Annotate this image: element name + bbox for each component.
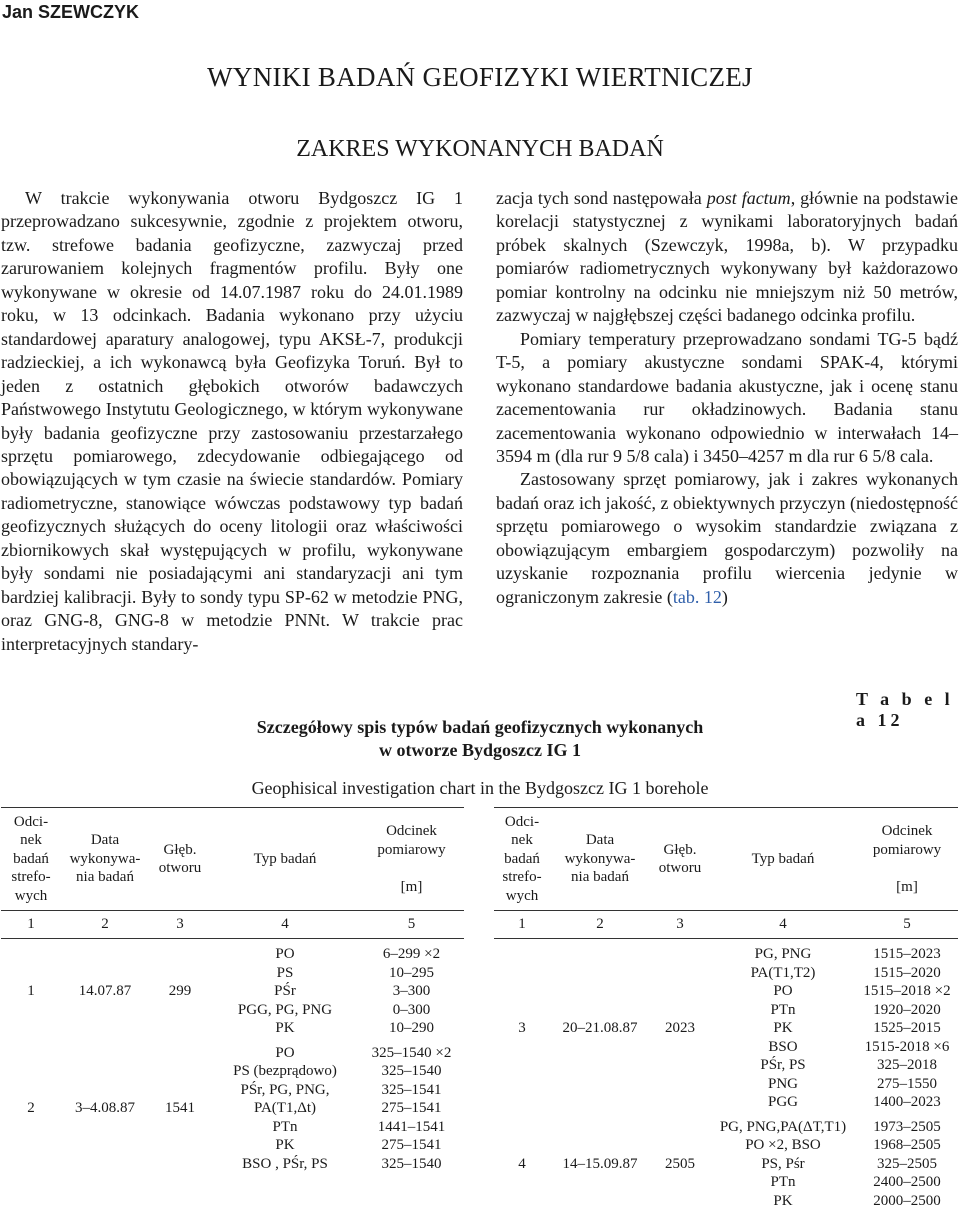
column-number: 5: [856, 911, 958, 939]
table-header-row: [494, 808, 958, 911]
cell-typy: PG, PNG PA(T1,T2) PO PTn PK BSO PŚr, PS PNG PGG: [710, 939, 856, 1112]
cell-data: 14.07.87: [61, 939, 149, 1038]
cell-data: 14–15.09.87: [550, 1112, 650, 1210]
cell-odcinek: 1: [1, 939, 61, 1038]
header-cell: Odcinek pomiarowy [m]: [359, 808, 464, 911]
column-number-row: [1, 911, 464, 939]
header-cell: Typ badań: [710, 808, 856, 911]
cell-odcinki: 1515–2023 1515–2020 1515–2018 ×2 1920–2020 1525–2015 1515-2018 ×6 325–2018 275–1550 1400–2023: [856, 939, 958, 1112]
paragraph: Pomiary temperatury przeprowadzano sondami TG-5 bądź T-5, a pomiary akustyczne sondami SPAK-4, którymi wykonano standardowe badania akustyczne, jak i ocenę stanu zacementowania rur okładzinowych. Badania stanu zacementowania wykonano odpowiednio w interwałach 14–3594 m (dla rur 9 5/8 cala) i 3450–4257 m dla rur 6 5/8 cala.: [496, 328, 958, 469]
survey-table-left: [1, 807, 464, 1173]
paragraph-text: Zastosowany sprzęt pomiarowy, jak i zakres wykonanych badań oraz ich jakość, z obiektywnych przyczyn (niedostępność sprzętu pomiarowego o wysokim standardzie związana z obowiązującym embargiem gospodarczym) pozwoliły na uzyskanie rozpoznania profilu wiercenia jedynie w ograniczonym zakresie (: [496, 469, 958, 606]
paragraph: W trakcie wykonywania otworu Bydgoszcz IG 1 przeprowadzano sukcesywnie, zgodnie z projektem otworu, tzw. strefowe badania geofizyczne, zazwyczaj przed zarurowaniem kolejnych fragmentów profilu. Były one wykonywane w okresie od 14.07.1987 roku do 24.01.1989 roku, w 13 odcinkach. Badania wykonano przy użyciu standardowej aparatury analogowej, typu AKSŁ-7, produkcji radzieckiej, a ich wykonawcą była Geofizyka Toruń. Był to jeden z ostatnich głębokich otworów badawczych Państwowego Instytutu Geologicznego, w którym wykonywane były badania geofizyczne przy zastosowaniu przestarzałego sprzętu pomiarowego, zdecydowanie odbiegającego od obowiązujących w tym czasie na świecie standardów. Pomiary radiometryczne, stanowiące wówczas podstawowy typ badań geofizycznych służących do oceny litologii oraz właściwości zbiornikowych skał występujących w profilu, wykonywane były sondami nie posiadającymi ani standaryzacji ani tym bardziej kalibracji. Były to sondy typu SP-62 w metodzie PNG, oraz GNG-8, GNG-8 w metodzie PNNt. W trakcie prac interpretacyjnych standary-: [1, 187, 463, 656]
cell-odcinki: 6–299 ×2 10–295 3–300 0–300 10–290: [359, 939, 464, 1038]
header-cell: Głęb. otworu: [650, 808, 710, 911]
table-row: [1, 1038, 464, 1174]
cell-odcinki: 325–1540 ×2 325–1540 325–1541 275–1541 1441–1541 275–1541 325–1540: [359, 1038, 464, 1174]
table-subtitle: Geophisical investigation chart in the Bydgoszcz IG 1 borehole: [180, 778, 780, 799]
column-number: 3: [149, 911, 211, 939]
column-number: 1: [1, 911, 61, 939]
paragraph-text: , głównie na podstawie korelacji statystycznej z wynikami laboratoryjnych badań próbek skalnych (Szewczyk, 1998a, b). W przypadku pomiarów radiometrycznych wykonywany był każdorazowo pomiar kontrolny na odcinku nie mniejszym niż 50 metrów, zazwyczaj w najgłębszej części badanego odcinka profilu.: [496, 188, 958, 325]
cell-typy: PG, PNG,PA(ΔT,T1) PO ×2, BSO PS, Pśr PTn PK: [710, 1112, 856, 1210]
table-caption-line: Szczegółowy spis typów badań geofizycznych wykonanych: [180, 716, 780, 739]
right-column: [496, 187, 958, 609]
table-reference-link[interactable]: tab. 12: [673, 587, 722, 607]
cell-odcinek: 3: [494, 939, 550, 1112]
survey-table-right: [494, 807, 958, 1210]
paragraph: [496, 187, 958, 328]
cell-typy: PO PS PŚr PGG, PG, PNG PK: [211, 939, 359, 1038]
cell-odcinek: 2: [1, 1038, 61, 1174]
table-number: T a b e l a 12: [856, 689, 960, 731]
column-number: 2: [61, 911, 149, 939]
cell-glebokosc: 2023: [650, 939, 710, 1112]
author-name: Jan SZEWCZYK: [2, 2, 139, 23]
cell-glebokosc: 2505: [650, 1112, 710, 1210]
header-cell: Głęb. otworu: [149, 808, 211, 911]
cell-data: 3–4.08.87: [61, 1038, 149, 1174]
column-number: 4: [211, 911, 359, 939]
column-number: 3: [650, 911, 710, 939]
column-number: 1: [494, 911, 550, 939]
header-cell: Odci- nek badań strefo- wych: [494, 808, 550, 911]
cell-typy: PO PS (bezprądowo) PŚr, PG, PNG, PA(T1,Δt) PTn PK BSO , PŚr, PS: [211, 1038, 359, 1174]
table-row: [494, 1112, 958, 1210]
paragraph: [496, 468, 958, 609]
emphasis-text: post factum: [707, 188, 791, 208]
table-caption-line: w otworze Bydgoszcz IG 1: [180, 739, 780, 762]
column-number: 5: [359, 911, 464, 939]
section-title: ZAKRES WYKONANYCH BADAŃ: [0, 136, 960, 163]
chapter-title: WYNIKI BADAŃ GEOFIZYKI WIERTNICZEJ: [0, 62, 960, 93]
column-number: 4: [710, 911, 856, 939]
cell-glebokosc: 299: [149, 939, 211, 1038]
header-cell: Typ badań: [211, 808, 359, 911]
left-column: [1, 187, 463, 656]
table-header-row: [1, 808, 464, 911]
cell-data: 20–21.08.87: [550, 939, 650, 1112]
table-row: [1, 939, 464, 1038]
table-row: [494, 939, 958, 1112]
cell-glebokosc: 1541: [149, 1038, 211, 1174]
header-cell: Odci- nek badań strefo- wych: [1, 808, 61, 911]
cell-odcinek: 4: [494, 1112, 550, 1210]
paragraph-text: zacja tych sond następowała: [496, 188, 707, 208]
column-number: 2: [550, 911, 650, 939]
column-number-row: [494, 911, 958, 939]
header-cell: Data wykonywa- nia badań: [550, 808, 650, 911]
header-cell: Odcinek pomiarowy [m]: [856, 808, 958, 911]
cell-odcinki: 1973–2505 1968–2505 325–2505 2400–2500 2000–2500: [856, 1112, 958, 1210]
paragraph-text: ): [722, 587, 728, 607]
header-cell: Data wykonywa- nia badań: [61, 808, 149, 911]
table-caption: [180, 716, 780, 762]
